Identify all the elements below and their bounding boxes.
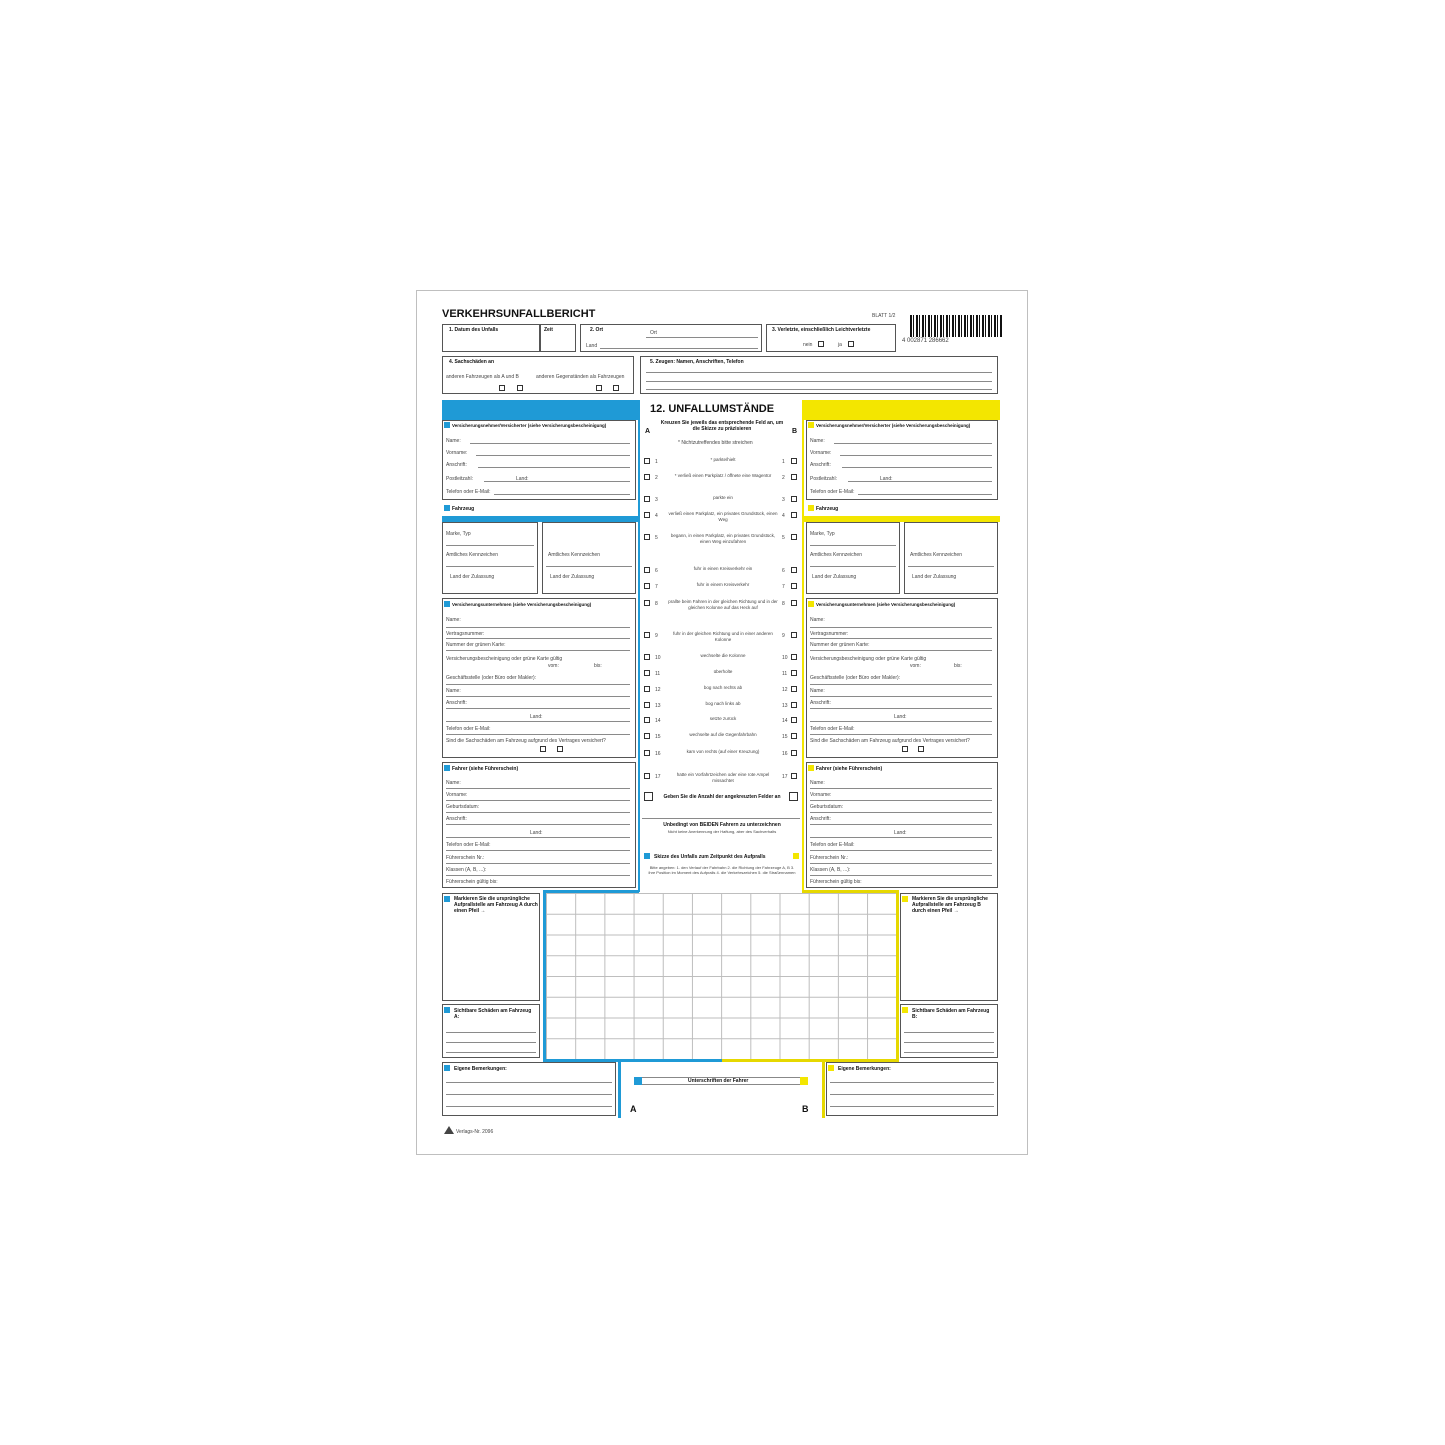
circumstance-text: parkte ein	[713, 495, 733, 500]
damage-objects-yes[interactable]	[613, 385, 619, 391]
circumstance-number-a: 6	[655, 568, 658, 574]
footer-publisher: Verlags-Nr. 2096	[456, 1129, 494, 1135]
damage-vehicles-no[interactable]	[499, 385, 505, 391]
circumstance-number-a: 2	[655, 475, 658, 481]
sheet-number: BLATT 1/2	[872, 313, 896, 319]
sketch-title: Skizze des Unfalls zum Zeitpunkt des Aufpralls	[654, 854, 766, 860]
circumstance-number-a: 3	[655, 497, 658, 503]
barcode	[910, 315, 1002, 337]
a-firstname-line[interactable]	[476, 455, 630, 456]
a-circumstance-17-checkbox[interactable]	[644, 773, 650, 779]
label-city: Ort	[650, 330, 657, 336]
b-total-box[interactable]	[789, 792, 798, 801]
b-label-insurer: Versicherungsunternehmen (siehe Versicherungsbescheinigung)	[816, 602, 956, 607]
circumstance-number-b: 7	[782, 584, 785, 590]
b-name-line[interactable]	[834, 443, 992, 444]
b-label-visible-damage: Sichtbare Schäden am Fahrzeug B:	[912, 1008, 990, 1020]
circumstance-number-b: 16	[782, 751, 788, 757]
label-place: 2. Ort	[590, 327, 604, 333]
b-circumstance-5-checkbox[interactable]	[791, 534, 797, 540]
circumstance-number-a: 7	[655, 584, 658, 590]
b-circumstance-12-checkbox[interactable]	[791, 686, 797, 692]
label-other-vehicles: anderen Fahrzeugen als A und B	[446, 374, 519, 380]
circumstance-number-b: 15	[782, 734, 788, 740]
a-circumstance-2-checkbox[interactable]	[644, 474, 650, 480]
b-circumstance-4-checkbox[interactable]	[791, 512, 797, 518]
signature-a-field[interactable]	[624, 1090, 714, 1116]
circumstance-number-b: 11	[782, 671, 788, 677]
a-circumstance-14-checkbox[interactable]	[644, 717, 650, 723]
a-trailer-box	[542, 522, 636, 594]
signature-a-label: A	[630, 1104, 637, 1114]
a-address-line[interactable]	[478, 467, 630, 468]
circumstance-number-b: 14	[782, 718, 788, 724]
circumstance-text: wechselte die Kolonne	[700, 653, 746, 658]
circumstance-number-b: 12	[782, 687, 788, 693]
b-circumstance-2-checkbox[interactable]	[791, 474, 797, 480]
a-circumstance-11-checkbox[interactable]	[644, 670, 650, 676]
b-trailer-plate-line[interactable]	[908, 566, 994, 567]
circumstance-number-a: 10	[655, 655, 661, 661]
form-title: VERKEHRSUNFALLBERICHT	[442, 308, 596, 320]
b-make-line[interactable]	[810, 545, 896, 546]
circumstance-number-a: 17	[655, 774, 661, 780]
a-circumstance-9-checkbox[interactable]	[644, 632, 650, 638]
circumstance-text: überholte	[713, 669, 733, 674]
a-insured-no[interactable]	[540, 746, 546, 752]
a-circumstance-13-checkbox[interactable]	[644, 702, 650, 708]
circumstance-text: bog nach rechts ab	[703, 685, 743, 690]
a-zip-line[interactable]	[484, 481, 630, 482]
injured-no-checkbox[interactable]	[818, 341, 824, 347]
circumstance-number-b: 4	[782, 513, 785, 519]
damage-objects-no[interactable]	[596, 385, 602, 391]
circumstances-note: * Nichtzutreffendes bitte streichen	[678, 440, 753, 446]
circumstance-number-a: 12	[655, 687, 661, 693]
circumstance-text: * parkte/hielt	[710, 457, 736, 462]
a-insured-yes[interactable]	[557, 746, 563, 752]
circumstance-number-a: 1	[655, 459, 658, 465]
circumstance-text: bog nach links ab	[705, 701, 741, 706]
a-label-remarks: Eigene Bemerkungen:	[454, 1066, 507, 1072]
b-circumstance-8-checkbox[interactable]	[791, 600, 797, 606]
circumstance-number-a: 15	[655, 734, 661, 740]
label-time: Zeit	[544, 327, 553, 333]
b-circumstance-15-checkbox[interactable]	[791, 733, 797, 739]
b-circumstance-1-checkbox[interactable]	[791, 458, 797, 464]
circumstance-number-b: 1	[782, 459, 785, 465]
circumstance-number-b: 8	[782, 601, 785, 607]
b-label-insured: Versicherungsnehmer/Versicherter (siehe Versicherungsbescheinigung)	[816, 423, 971, 428]
circumstance-number-b: 10	[782, 655, 788, 661]
a-circumstance-12-checkbox[interactable]	[644, 686, 650, 692]
damage-vehicles-yes[interactable]	[517, 385, 523, 391]
label-injured: 3. Verletzte, einschließlich Leichtverletzte	[772, 327, 871, 333]
sign-sub: Nicht keine Anerkennung der Haftung, aber des Sachverhalts	[667, 829, 777, 834]
a-circumstance-4-checkbox[interactable]	[644, 512, 650, 518]
label-witnesses: 5. Zeugen: Namen, Anschriften, Telefon	[650, 359, 744, 365]
circumstance-number-a: 11	[655, 671, 661, 677]
country-line	[600, 348, 758, 349]
signature-b-field[interactable]	[728, 1090, 818, 1116]
label-damage: 4. Sachschäden an	[449, 359, 495, 365]
circumstance-number-a: 14	[655, 718, 661, 724]
injured-yes-checkbox[interactable]	[848, 341, 854, 347]
a-plate-line[interactable]	[446, 566, 534, 567]
b-circumstance-7-checkbox[interactable]	[791, 583, 797, 589]
circumstance-text: fuhr in einem Kreisverkehr	[696, 582, 750, 587]
b-plate-line[interactable]	[810, 566, 896, 567]
b-label-remarks: Eigene Bemerkungen:	[838, 1066, 891, 1072]
circumstance-number-b: 13	[782, 703, 788, 709]
circumstance-number-a: 16	[655, 751, 661, 757]
b-insured-no[interactable]	[902, 746, 908, 752]
circumstance-number-a: 9	[655, 633, 658, 639]
a-circumstance-16-checkbox[interactable]	[644, 750, 650, 756]
b-zip-line[interactable]	[848, 481, 992, 482]
b-circumstance-13-checkbox[interactable]	[791, 702, 797, 708]
a-total-box[interactable]	[644, 792, 653, 801]
b-circumstance-9-checkbox[interactable]	[791, 632, 797, 638]
column-b-label: B	[792, 428, 798, 435]
circumstance-number-b: 5	[782, 535, 785, 541]
a-make-line[interactable]	[446, 545, 534, 546]
a-circumstance-5-checkbox[interactable]	[644, 534, 650, 540]
circumstance-number-a: 8	[655, 601, 658, 607]
b-insured-yes[interactable]	[918, 746, 924, 752]
signatures-label: Unterschriften der Fahrer	[688, 1078, 749, 1084]
publisher-logo-icon	[444, 1126, 454, 1134]
circumstance-number-b: 6	[782, 568, 785, 574]
sketch-sub: Bitte angeben: 1. den Verlauf der Fahrbahn 2. die Richtung der Fahrzeuge A, B 3. ihre Position im Moment des Aufpralls 4. die Verkehrszeichen 5. die Straßennamen	[648, 865, 796, 875]
a-circumstance-10-checkbox[interactable]	[644, 654, 650, 660]
circumstances-instruction: Kreuzen Sie jeweils das entsprechende Feld an, um die Skizze zu präzisieren	[660, 420, 784, 432]
label-no: nein	[803, 342, 813, 348]
a-name-line[interactable]	[470, 443, 630, 444]
circumstance-text: prallte beim Fahren in der gleichen Richtung und in der gleichen Kolonne auf das Heck auf	[668, 599, 778, 610]
b-circumstance-10-checkbox[interactable]	[791, 654, 797, 660]
circumstance-number-b: 17	[782, 774, 788, 780]
circumstance-text: setzte zurück	[709, 716, 737, 721]
a-insured-section	[442, 420, 636, 500]
a-circumstance-8-checkbox[interactable]	[644, 600, 650, 606]
circumstance-number-a: 13	[655, 703, 661, 709]
circumstance-text: begann, in einen Parkplatz, ein privates Grundstück, einen Weg einzufahren	[670, 533, 776, 544]
b-address-line[interactable]	[842, 467, 992, 468]
label-other-objects: anderen Gegenständen als Fahrzeugen	[536, 374, 625, 380]
b-circumstance-17-checkbox[interactable]	[791, 773, 797, 779]
label-yes: ja	[838, 342, 842, 348]
b-circumstance-16-checkbox[interactable]	[791, 750, 797, 756]
a-label-impact: Markieren Sie die ursprüngliche Aufprallstelle am Fahrzeug A durch einen Pfeil →	[454, 896, 538, 914]
b-trailer-box	[904, 522, 998, 594]
circumstance-number-b: 2	[782, 475, 785, 481]
circumstance-text: wechselte auf die Gegenfahrbahn	[689, 732, 757, 737]
b-insured-section	[806, 420, 998, 500]
b-firstname-line[interactable]	[840, 455, 992, 456]
a-circumstance-1-checkbox[interactable]	[644, 458, 650, 464]
a-phone-line[interactable]	[494, 494, 630, 495]
center-right-border	[802, 400, 804, 892]
signature-b-label: B	[802, 1104, 809, 1114]
a-trailer-plate-line[interactable]	[546, 566, 632, 567]
b-label-vehicle: Fahrzeug	[816, 506, 839, 512]
a-label-insured: Versicherungsnehmer/Versicherter (siehe Versicherungsbescheinigung)	[452, 423, 607, 428]
b-label-driver: Fahrer (siehe Führerschein)	[816, 766, 883, 772]
circumstance-text: kam von rechts (auf einer Kreuzung)	[686, 749, 760, 754]
circumstance-number-a: 4	[655, 513, 658, 519]
a-circumstance-15-checkbox[interactable]	[644, 733, 650, 739]
circumstance-number-b: 9	[782, 633, 785, 639]
total-text: Geben Sie die Anzahl der angekreuzten Felder an	[663, 794, 781, 800]
barcode-number: 4 002871 286662	[902, 338, 949, 344]
circumstance-text: fuhr in der gleichen Richtung und in einer anderen Kolonne	[673, 631, 773, 642]
a-label-insurer: Versicherungsunternehmen (siehe Versicherungsbescheinigung)	[452, 602, 592, 607]
b-phone-line[interactable]	[858, 494, 992, 495]
b-circumstance-11-checkbox[interactable]	[791, 670, 797, 676]
b-label-impact: Markieren Sie die ursprüngliche Aufprallstelle am Fahrzeug B durch einen Pfeil →	[912, 896, 988, 914]
a-label-driver: Fahrer (siehe Führerschein)	[452, 766, 519, 772]
a-circumstance-7-checkbox[interactable]	[644, 583, 650, 589]
a-circumstance-3-checkbox[interactable]	[644, 496, 650, 502]
b-circumstance-14-checkbox[interactable]	[791, 717, 797, 723]
column-a-label: A	[645, 428, 651, 435]
a-circumstance-6-checkbox[interactable]	[644, 567, 650, 573]
label-date: 1. Datum des Unfalls	[449, 327, 499, 333]
circumstance-text: verließ einen Parkplatz, ein privates Grundstück, einen Weg	[668, 511, 778, 522]
circumstances-title: 12. UNFALLUMSTÄNDE	[650, 403, 775, 415]
vehicle-b-header-bar	[804, 400, 1000, 420]
circumstance-text: * verließ einen Parkplatz / öffnete eine Wagentür	[674, 473, 772, 478]
a-label-vehicle: Fahrzeug	[452, 506, 475, 512]
b-circumstance-6-checkbox[interactable]	[791, 567, 797, 573]
circumstance-number-b: 3	[782, 497, 785, 503]
vehicle-a-header-bar	[442, 400, 638, 420]
place-line	[646, 337, 758, 338]
a-label-visible-damage: Sichtbare Schäden am Fahrzeug A:	[454, 1008, 532, 1020]
circumstance-text: hatte ein Vorfahrtzeichen oder eine rote Ampel missachtet	[676, 772, 770, 783]
center-left-border	[638, 400, 640, 892]
b-circumstance-3-checkbox[interactable]	[791, 496, 797, 502]
sign-note: Unbedingt von BEIDEN Fahrern zu unterzeichnen	[663, 822, 781, 828]
sketch-grid[interactable]	[546, 893, 896, 1059]
label-country: Land	[586, 343, 598, 349]
circumstance-number-a: 5	[655, 535, 658, 541]
circumstance-text: fuhr in einen Kreisverkehr ein	[693, 566, 753, 571]
